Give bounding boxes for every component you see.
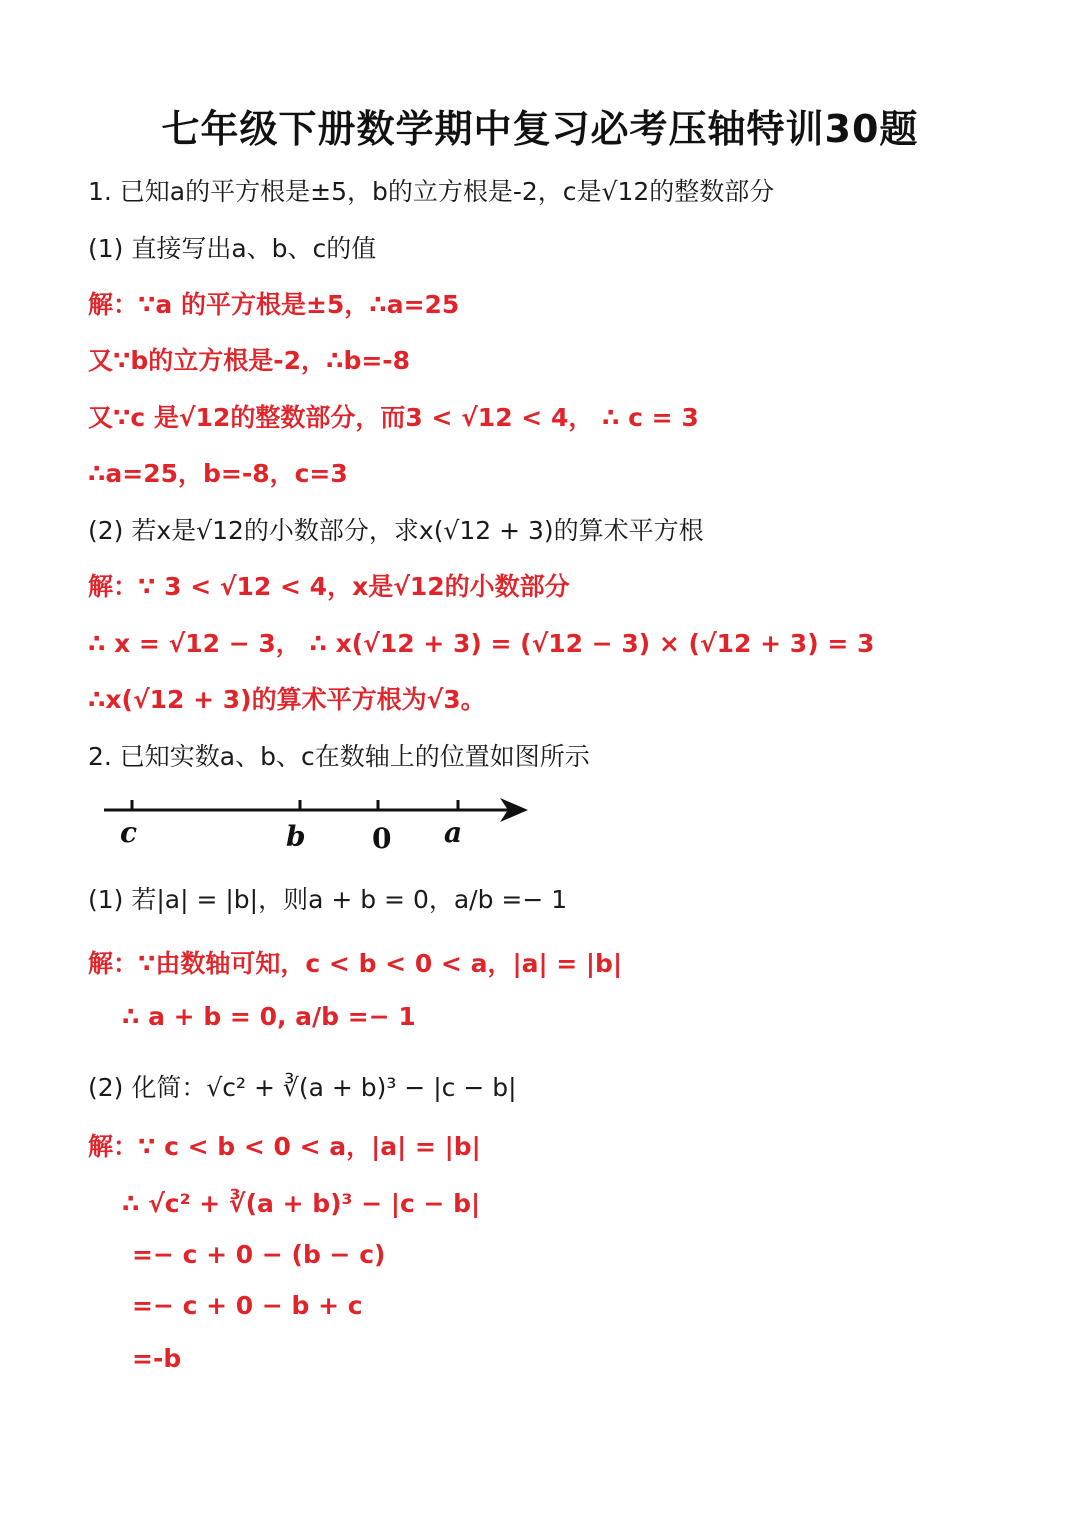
q1-sol2-line2: ∴ x = √12 − 3， ∴ x(√12 + 3) = (√12 − 3) × (√12 + 3) = 3: [88, 629, 875, 658]
label-c: c: [120, 816, 138, 849]
q1-part2: (2) 若x是√12的小数部分，求x(√12 + 3)的算术平方根: [88, 516, 704, 545]
q2-sol1-line2: ∴ a + b = 0, a/b =− 1: [122, 1002, 416, 1031]
q1-sol2-line3: ∴x(√12 + 3)的算术平方根为√3。: [88, 685, 486, 714]
q1-sol1-line1: 解：∵a 的平方根是±5，∴a=25: [88, 290, 460, 319]
q2-sol1-line1: 解：∵由数轴可知，c < b < 0 < a，|a| = |b|: [88, 949, 623, 978]
q1-sol1-line4: ∴a=25，b=-8，c=3: [88, 459, 348, 488]
q1-stem: 1. 已知a的平方根是±5，b的立方根是-2，c是√12的整数部分: [88, 177, 775, 206]
number-line-figure: [96, 790, 546, 860]
page-title: 七年级下册数学期中复习必考压轴特训30题: [161, 107, 919, 151]
q2-sol2-line2: ∴ √c² + ∛(a + b)³ − |c − b|: [122, 1189, 481, 1218]
q2-part2: (2) 化简：√c² + ∛(a + b)³ − |c − b|: [88, 1073, 517, 1102]
q2-stem: 2. 已知实数a、b、c在数轴上的位置如图所示: [88, 742, 590, 771]
label-a: a: [444, 816, 463, 849]
q2-sol2-line4: =− c + 0 − b + c: [132, 1291, 363, 1320]
q1-sol1-line3: 又∵c 是√12的整数部分，而3 < √12 < 4， ∴ c = 3: [88, 403, 699, 432]
q2-sol2-line3: =− c + 0 − (b − c): [132, 1240, 386, 1269]
label-b: b: [286, 820, 306, 853]
label-0: 0: [372, 822, 392, 855]
q1-sol1-line2: 又∵b的立方根是-2，∴b=-8: [88, 346, 411, 375]
q1-sol2-line1: 解：∵ 3 < √12 < 4，x是√12的小数部分: [88, 572, 570, 601]
q2-sol2-line5: =-b: [132, 1344, 182, 1373]
q1-part1: (1) 直接写出a、b、c的值: [88, 234, 377, 263]
q2-sol2-line1: 解：∵ c < b < 0 < a，|a| = |b|: [88, 1132, 481, 1161]
q2-part1: (1) 若|a| = |b|，则a + b = 0，a/b =− 1: [88, 885, 568, 914]
